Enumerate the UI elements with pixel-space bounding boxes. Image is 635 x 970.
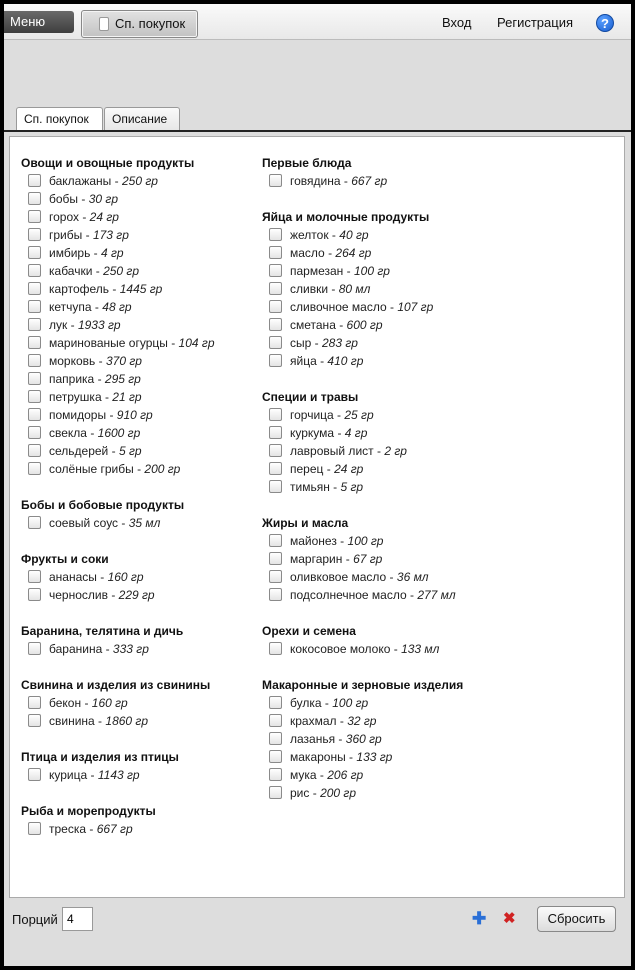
item-name: куркума [290,426,335,440]
left-column [21,154,256,838]
list-item[interactable] [21,694,256,712]
item-separator: - [108,444,119,458]
item-separator: - [90,246,101,260]
item-name: петрушка [49,390,102,404]
item-quantity: 1445 гр [119,282,163,296]
item-quantity: 2 гр [384,444,407,458]
item-checkbox[interactable] [269,228,282,241]
item-checkbox[interactable] [28,336,41,349]
item-separator: - [111,174,122,188]
list-item[interactable] [262,640,562,658]
item-name: морковь [49,354,96,368]
item-quantity: 133 мл [401,642,440,656]
item-checkbox[interactable] [269,264,282,277]
item-name: макароны [290,750,346,764]
item-name: солёные грибы [49,462,134,476]
item-name: тимьян [290,480,330,494]
category-heading: Бобы и бобовые продукты [21,498,185,512]
item-quantity: 100 гр [332,696,369,710]
item-quantity: 133 гр [356,750,393,764]
item-quantity: 600 гр [346,318,383,332]
item-quantity: 5 гр [118,444,142,458]
item-name: маринованые огурцы [49,336,168,350]
item-separator: - [82,228,93,242]
item-quantity: 100 гр [353,264,390,278]
list-item[interactable] [262,568,562,586]
item-name: горчица [290,408,334,422]
category-heading: Рыба и морепродукты [21,804,156,818]
item-name: свекла [49,426,87,440]
item-quantity: 410 гр [327,354,364,368]
item-separator: - [386,300,398,314]
item-separator: - [340,174,352,188]
list-item[interactable] [21,424,256,442]
item-separator: - [133,462,145,476]
item-quantity: 360 гр [345,732,382,746]
item-quantity: 283 гр [321,336,358,350]
login-link[interactable]: Вход [442,15,472,30]
item-separator: - [321,696,333,710]
list-item[interactable] [21,514,256,532]
list-item[interactable] [262,532,562,550]
item-separator: - [329,480,341,494]
item-checkbox[interactable] [269,588,282,601]
list-item[interactable] [21,712,256,730]
item-separator: - [336,534,348,548]
item-checkbox[interactable] [28,408,41,421]
item-name: треска [49,822,87,836]
item-separator: - [94,372,105,386]
list-item[interactable] [262,262,562,280]
list-item[interactable] [21,262,256,280]
item-separator: - [91,300,103,314]
category-heading: Яйца и молочные продукты [262,210,430,224]
item-name: бекон [49,696,82,710]
item-separator: - [67,318,78,332]
menu-button[interactable]: Меню [4,11,74,33]
list-item[interactable] [21,316,256,334]
shopping-list-panel [9,136,625,898]
item-quantity: 277 мл [417,588,456,602]
item-name: крахмал [290,714,337,728]
item-quantity: 67 гр [353,552,383,566]
item-checkbox[interactable] [269,174,282,187]
list-item[interactable] [262,352,562,370]
list-item[interactable] [21,460,256,478]
item-checkbox[interactable] [28,696,41,709]
item-separator: - [328,282,339,296]
item-separator: - [92,264,104,278]
tab-shopping-list[interactable]: Сп. покупок [16,107,103,132]
item-checkbox[interactable] [269,570,282,583]
item-separator: - [86,822,97,836]
item-name: кокосовое молоко [290,642,391,656]
item-checkbox[interactable] [269,552,282,565]
category-heading: Овощи и овощные продукты [21,156,195,170]
tab-description[interactable]: Описание [104,107,180,131]
item-separator: - [316,768,328,782]
tab-divider [4,130,631,132]
item-name: булка [290,696,322,710]
item-quantity: 35 мл [128,516,161,530]
item-quantity: 48 гр [102,300,132,314]
item-name: кабачки [49,264,93,278]
item-name: подсолнечное масло [290,588,407,602]
category-heading: Птица и изделия из птицы [21,750,179,764]
list-item[interactable] [21,352,256,370]
item-separator: - [96,570,108,584]
list-item[interactable] [21,190,256,208]
x-icon[interactable]: ✖ [503,910,516,927]
item-separator: - [323,462,335,476]
item-name: кетчупа [49,300,92,314]
category-heading: Свинина и изделия из свинины [21,678,211,692]
list-item[interactable] [262,406,562,424]
item-quantity: 250 гр [121,174,158,188]
register-link[interactable]: Регистрация [497,15,573,30]
list-item[interactable] [21,640,256,658]
item-checkbox[interactable] [28,516,41,529]
item-separator: - [167,336,179,350]
list-item[interactable] [21,208,256,226]
list-item[interactable] [21,586,256,604]
portions-input[interactable] [62,907,93,931]
item-quantity: 1600 гр [97,426,141,440]
item-name: сельдерей [49,444,109,458]
list-item[interactable] [21,172,256,190]
item-separator: - [345,750,357,764]
item-name: горох [49,210,79,224]
item-separator: - [118,516,129,530]
item-checkbox[interactable] [269,714,282,727]
list-item[interactable] [21,766,256,784]
item-name: сливочное масло [290,300,387,314]
category-heading: Жиры и масла [262,516,349,530]
item-quantity: 206 гр [327,768,364,782]
list-item[interactable] [262,730,562,748]
document-icon [99,17,109,31]
list-item[interactable] [21,568,256,586]
item-name: грибы [49,228,83,242]
item-checkbox[interactable] [269,336,282,349]
item-checkbox[interactable] [28,210,41,223]
category-heading: Специи и травы [262,390,359,404]
item-separator: - [78,192,89,206]
item-checkbox[interactable] [269,246,282,259]
item-quantity: 229 гр [118,588,155,602]
item-separator: - [94,714,106,728]
item-quantity: 333 гр [112,642,149,656]
item-checkbox[interactable] [269,354,282,367]
item-name: яйца [290,354,317,368]
item-quantity: 104 гр [178,336,215,350]
item-separator: - [109,282,120,296]
item-quantity: 173 гр [92,228,129,242]
item-checkbox[interactable] [28,282,41,295]
item-checkbox[interactable] [28,642,41,655]
item-quantity: 24 гр [334,462,364,476]
item-separator: - [81,696,92,710]
item-quantity: 200 гр [144,462,181,476]
item-quantity: 21 гр [112,390,142,404]
item-name: говядина [290,174,341,188]
item-separator: - [107,588,119,602]
item-quantity: 4 гр [344,426,368,440]
item-checkbox[interactable] [269,318,282,331]
item-quantity: 250 гр [103,264,140,278]
item-quantity: 1143 гр [97,768,140,782]
item-checkbox[interactable] [269,282,282,295]
list-item[interactable] [262,766,562,784]
item-separator: - [311,336,322,350]
list-item[interactable] [262,244,562,262]
item-separator: - [106,408,117,422]
item-separator: - [102,642,113,656]
item-separator: - [79,210,90,224]
portions-label: Порций [12,912,58,927]
item-separator: - [390,642,402,656]
item-name: баранина [49,642,103,656]
item-quantity: 160 гр [107,570,144,584]
list-item[interactable] [21,334,256,352]
item-checkbox[interactable] [269,768,282,781]
item-name: сыр [290,336,312,350]
item-checkbox[interactable] [28,174,41,187]
item-quantity: 200 гр [320,786,357,800]
item-quantity: 36 мл [396,570,429,584]
item-name: сметана [290,318,336,332]
item-quantity: 24 гр [89,210,119,224]
item-checkbox[interactable] [269,750,282,763]
item-separator: - [309,786,321,800]
item-checkbox[interactable] [28,570,41,583]
item-separator: - [316,354,328,368]
item-checkbox[interactable] [269,642,282,655]
item-separator: - [336,714,348,728]
item-name: лавровый лист [290,444,374,458]
list-item[interactable] [21,388,256,406]
item-checkbox[interactable] [28,822,41,835]
item-checkbox[interactable] [28,390,41,403]
list-item[interactable] [262,586,562,604]
list-item[interactable] [262,226,562,244]
item-name: чернослив [49,588,108,602]
item-checkbox[interactable] [28,228,41,241]
item-quantity: 264 гр [335,246,372,260]
item-checkbox[interactable] [28,462,41,475]
list-item[interactable] [21,370,256,388]
shopping-list-tab-label: Сп. покупок [115,16,186,31]
list-item[interactable] [21,406,256,424]
item-name: баклажаны [49,174,112,188]
item-quantity: 25 гр [344,408,374,422]
plus-icon[interactable]: ✚ [472,909,487,928]
item-separator: - [342,552,354,566]
item-separator: - [324,246,336,260]
item-name: перец [290,462,324,476]
item-checkbox[interactable] [28,588,41,601]
shopping-list-tab-button[interactable] [81,10,198,38]
item-name: лазанья [290,732,336,746]
item-name: картофель [49,282,110,296]
item-separator: - [95,354,106,368]
item-separator: - [335,318,347,332]
item-checkbox[interactable] [269,696,282,709]
list-item[interactable] [21,244,256,262]
item-quantity: 30 гр [88,192,118,206]
list-item[interactable] [262,424,562,442]
item-checkbox[interactable] [28,192,41,205]
item-separator: - [335,732,346,746]
item-checkbox[interactable] [269,408,282,421]
item-checkbox[interactable] [28,714,41,727]
item-quantity: 370 гр [105,354,142,368]
top-bar [4,4,631,40]
help-icon[interactable]: ? [596,14,614,32]
list-item[interactable] [262,298,562,316]
list-item[interactable] [262,712,562,730]
list-item[interactable] [262,460,562,478]
item-checkbox[interactable] [269,462,282,475]
item-checkbox[interactable] [28,318,41,331]
item-name: пармезан [290,264,344,278]
item-checkbox[interactable] [28,426,41,439]
item-quantity: 910 гр [116,408,153,422]
item-quantity: 107 гр [397,300,434,314]
list-item[interactable] [262,442,562,460]
item-name: лук [49,318,68,332]
list-item[interactable] [262,784,562,802]
item-separator: - [343,264,354,278]
item-checkbox[interactable] [269,534,282,547]
list-item[interactable] [262,694,562,712]
item-quantity: 100 гр [347,534,384,548]
item-quantity: 667 гр [351,174,388,188]
item-name: маргарин [290,552,343,566]
item-name: майонез [290,534,337,548]
item-checkbox[interactable] [269,480,282,493]
list-item[interactable] [262,550,562,568]
list-item[interactable] [262,748,562,766]
reset-button[interactable]: Сбросить [537,906,616,932]
item-name: рис [290,786,310,800]
item-quantity: 667 гр [96,822,133,836]
item-name: курица [49,768,88,782]
list-item[interactable] [262,172,562,190]
list-item[interactable] [21,298,256,316]
item-checkbox[interactable] [269,300,282,313]
item-separator: - [386,570,397,584]
item-checkbox[interactable] [28,372,41,385]
item-checkbox[interactable] [269,426,282,439]
item-name: оливковое масло [290,570,387,584]
category-heading: Макаронные и зерновые изделия [262,678,464,692]
list-item[interactable] [21,226,256,244]
item-separator: - [101,390,113,404]
list-item[interactable] [262,280,562,298]
category-heading: Баранина, телятина и дичь [21,624,184,638]
item-separator: - [86,426,98,440]
item-checkbox[interactable] [28,768,41,781]
list-item[interactable] [21,442,256,460]
item-separator: - [333,408,345,422]
item-separator: - [373,444,385,458]
item-separator: - [87,768,98,782]
item-name: желток [290,228,329,242]
item-checkbox[interactable] [28,264,41,277]
item-name: масло [290,246,325,260]
item-checkbox[interactable] [28,354,41,367]
item-quantity: 80 мл [338,282,371,296]
item-checkbox[interactable] [28,246,41,259]
category-heading: Фрукты и соки [21,552,109,566]
item-name: бобы [49,192,79,206]
item-quantity: 40 гр [339,228,369,242]
item-checkbox[interactable] [28,300,41,313]
item-quantity: 5 гр [340,480,364,494]
list-item[interactable] [21,820,256,838]
item-checkbox[interactable] [28,444,41,457]
item-checkbox[interactable] [269,732,282,745]
list-item[interactable] [262,334,562,352]
item-quantity: 1933 гр [77,318,121,332]
item-separator: - [406,588,418,602]
item-name: помидоры [49,408,107,422]
category-heading: Орехи и семена [262,624,356,638]
item-checkbox[interactable] [269,786,282,799]
list-item[interactable] [262,316,562,334]
category-heading: Первые блюда [262,156,352,170]
item-quantity: 160 гр [91,696,128,710]
item-name: свинина [49,714,95,728]
item-separator: - [334,426,345,440]
item-checkbox[interactable] [269,444,282,457]
item-separator: - [328,228,340,242]
item-quantity: 1860 гр [105,714,149,728]
right-column [262,154,562,802]
item-quantity: 32 гр [347,714,377,728]
app-window [4,4,631,966]
item-name: паприка [49,372,95,386]
list-item[interactable] [21,280,256,298]
item-quantity: 295 гр [104,372,141,386]
item-name: соевый соус [49,516,119,530]
item-name: сливки [290,282,329,296]
item-name: имбирь [49,246,91,260]
item-name: ананасы [49,570,97,584]
item-name: мука [290,768,317,782]
list-item[interactable] [262,478,562,496]
item-quantity: 4 гр [101,246,124,260]
